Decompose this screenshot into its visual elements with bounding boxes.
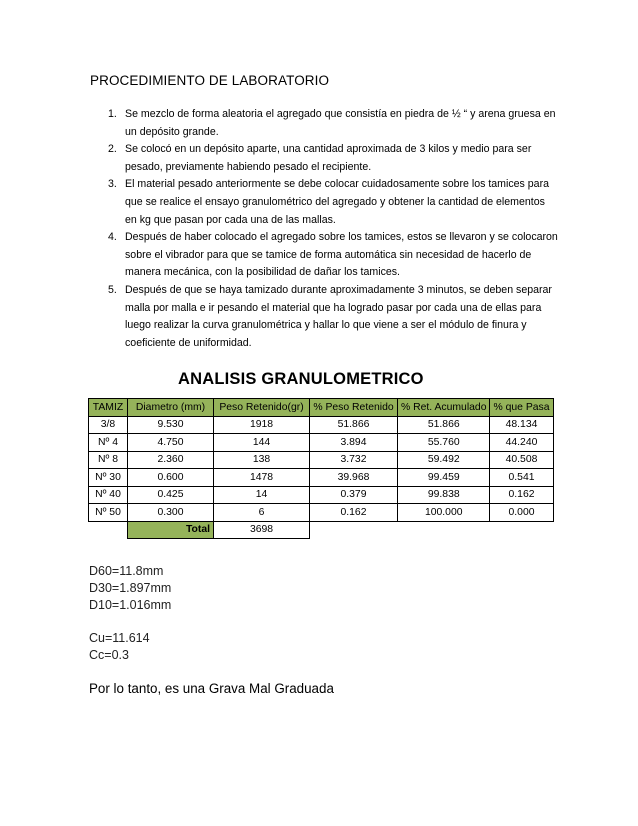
cc-value: Cc=0.3: [89, 648, 129, 662]
procedure-step: [90, 229, 560, 282]
table-cell: 0.541: [490, 469, 553, 487]
cu-value: Cu=11.614: [89, 631, 150, 645]
step-text-line: malla por malla e ir pesando el material que ha logrado pasar por cada una de ellas para: [125, 301, 542, 314]
step-text-line: Se colocó en un depósito aparte, una cantidad aproximada de 3 kilos y medio para ser: [125, 143, 532, 156]
section-heading: PROCEDIMIENTO DE LABORATORIO: [90, 73, 330, 88]
table-cell: 0.425: [128, 486, 214, 504]
d30-value: D30=1.897mm: [89, 581, 172, 595]
column-header: % Ret. Acumulado: [398, 399, 490, 417]
table-cell: 100.000: [398, 504, 490, 522]
table-cell: 138: [214, 451, 310, 469]
total-label: Total: [128, 521, 214, 539]
table-row: [89, 416, 554, 434]
column-header: Peso Retenido(gr): [214, 399, 310, 417]
step-text-line: en kg que pasan por cada una de las mallas.: [125, 213, 336, 226]
table-cell: 0.300: [128, 504, 214, 522]
table-cell: 51.866: [398, 416, 490, 434]
table-row: [89, 486, 554, 504]
table-title: ANALISIS GRANULOMETRICO: [178, 370, 424, 388]
empty-cell: [89, 521, 128, 539]
granulometric-table: [88, 398, 554, 539]
column-header: TAMIZ: [89, 399, 128, 417]
table-cell: 0.379: [310, 486, 398, 504]
column-header: % Peso Retenido: [310, 399, 398, 417]
table-cell: 51.866: [310, 416, 398, 434]
table-row: [89, 504, 554, 522]
procedure-steps: [90, 106, 560, 352]
table-cell: 40.508: [490, 451, 553, 469]
table-cell: Nº 8: [89, 451, 128, 469]
table-cell: 99.459: [398, 469, 490, 487]
table-cell: 4.750: [128, 434, 214, 452]
step-text-line: Se mezclo de forma aleatoria el agregado que consistía en piedra de ½ “ y arena gruesa en: [125, 108, 556, 120]
table-cell: 55.760: [398, 434, 490, 452]
table-header-row: [89, 399, 554, 417]
table-cell: 0.162: [490, 486, 553, 504]
step-text-line: Después de que se haya tamizado durante aproximadamente 3 minutos, se deben separar: [125, 283, 552, 296]
step-text-line: manera mecánica, con la posibilidad de dañar los tamices.: [125, 266, 400, 279]
step-text-line: coeficiente de uniformidad.: [125, 336, 252, 349]
step-number: 5.: [108, 283, 117, 296]
table-cell: 9.530: [128, 416, 214, 434]
step-text-line: sobre el vibrador para que se tamice de forma automática sin necesidad de hacerlo de: [125, 248, 532, 261]
empty-cell: [398, 521, 490, 539]
procedure-step: [90, 176, 560, 229]
step-number: 3.: [108, 178, 117, 191]
step-text-line: El material pesado anteriormente se debe colocar cuidadosamente sobre los tamices para: [125, 178, 549, 191]
empty-cell: [490, 521, 553, 539]
step-number: 1.: [108, 108, 117, 120]
table-cell: 0.000: [490, 504, 553, 522]
column-header: Diametro (mm): [128, 399, 214, 417]
table-cell: 0.600: [128, 469, 214, 487]
table-cell: Nº 4: [89, 434, 128, 452]
table-row: [89, 434, 554, 452]
table-cell: Nº 40: [89, 486, 128, 504]
table-cell: 3/8: [89, 416, 128, 434]
total-value: 3698: [214, 521, 310, 539]
d10-value: D10=1.016mm: [89, 598, 172, 612]
empty-cell: [310, 521, 398, 539]
step-text-line: que se realice el ensayo granulométrico del agregado y obtener la cantidad de elementos: [125, 195, 545, 208]
table-cell: 2.360: [128, 451, 214, 469]
step-text-line: luego realizar la curva granulométrica y hallar lo que viene a ser el módulo de finura y: [125, 319, 527, 332]
coefficient-results: [89, 630, 150, 664]
table-cell: 6: [214, 504, 310, 522]
procedure-step: [90, 141, 560, 176]
table-cell: 39.968: [310, 469, 398, 487]
table-cell: 99.838: [398, 486, 490, 504]
step-number: 4.: [108, 231, 117, 244]
table-cell: Nº 50: [89, 504, 128, 522]
table-cell: 144: [214, 434, 310, 452]
conclusion-text: Por lo tanto, es una Grava Mal Graduada: [89, 681, 334, 696]
table-cell: 1918: [214, 416, 310, 434]
step-number: 2.: [108, 143, 117, 156]
table-cell: 48.134: [490, 416, 553, 434]
table-cell: 14: [214, 486, 310, 504]
table-cell: 59.492: [398, 451, 490, 469]
step-text-line: un depósito grande.: [125, 125, 219, 138]
table-cell: Nº 30: [89, 469, 128, 487]
table-total-row: [89, 521, 554, 539]
table-row: [89, 451, 554, 469]
step-text-line: Después de haber colocado el agregado sobre los tamices, estos se llevaron y se colocaron: [125, 231, 558, 244]
table-cell: 1478: [214, 469, 310, 487]
table-cell: 3.732: [310, 451, 398, 469]
step-text-line: pesado, previamente habiendo pesado el recipiente.: [125, 160, 372, 173]
table-cell: 3.894: [310, 434, 398, 452]
procedure-step: [90, 106, 560, 141]
table-cell: 0.162: [310, 504, 398, 522]
column-header: % que Pasa: [490, 399, 553, 417]
table-row: [89, 469, 554, 487]
table-cell: 44.240: [490, 434, 553, 452]
procedure-step: [90, 282, 560, 352]
diameter-results: [89, 563, 171, 614]
d60-value: D60=11.8mm: [89, 564, 164, 578]
